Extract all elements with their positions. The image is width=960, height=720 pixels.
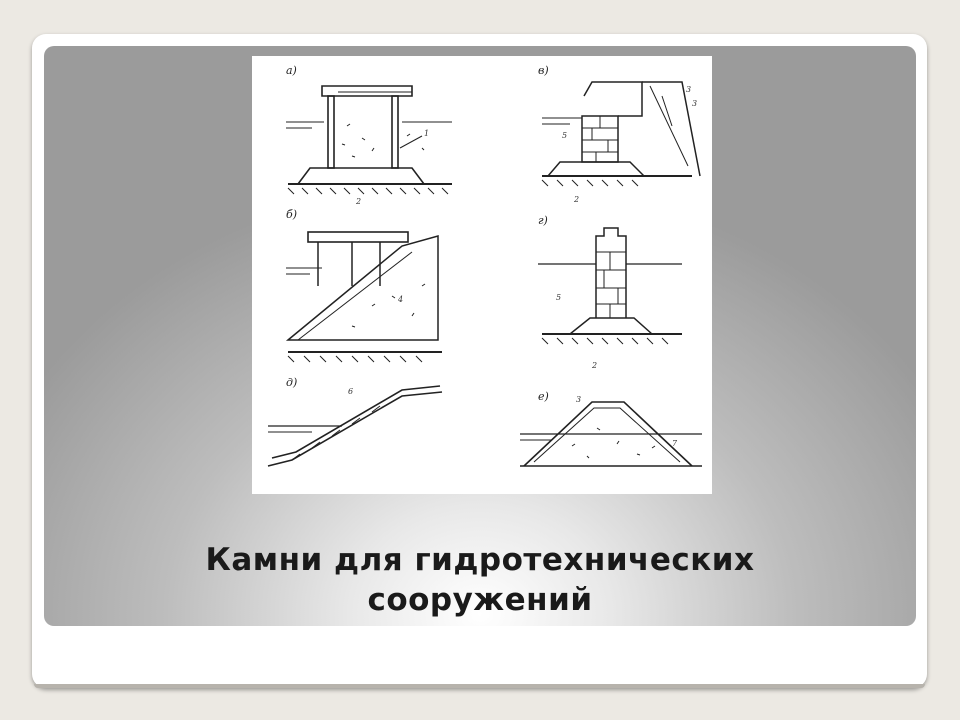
callout-v-5: 5	[562, 131, 568, 140]
callout-v-3a: 3	[686, 85, 692, 94]
callout-b-4: 4	[398, 295, 404, 304]
callout-g-2: 2	[592, 361, 598, 370]
callout-e-3: 3	[576, 395, 582, 404]
panel-label-e: е)	[538, 390, 549, 403]
drawing-panel-g	[538, 214, 682, 370]
panel-label-g: г)	[538, 214, 548, 227]
panel-label-v: в)	[538, 64, 549, 77]
callout-v-3b: 3	[692, 99, 698, 108]
callout-a-1: 1	[424, 129, 430, 138]
callout-e-7: 7	[672, 439, 678, 448]
slide-title	[44, 540, 916, 620]
engineering-drawing	[252, 56, 712, 494]
slide-title-line-1: Камни для гидротехнических	[205, 542, 755, 578]
slide-title-line-2: сооружений	[367, 582, 593, 618]
callout-g-5: 5	[556, 293, 562, 302]
panel-label-a: а)	[286, 64, 297, 77]
drawing-panel-d	[268, 376, 442, 466]
drawing-panel-e	[520, 390, 702, 466]
drawing-panel-b	[286, 208, 442, 362]
drawing-panel-v	[538, 64, 700, 204]
slide-bottom-edge	[34, 684, 925, 688]
panel-label-d: д)	[286, 376, 298, 389]
drawing-panel-a	[286, 64, 452, 206]
callout-d-6: 6	[348, 387, 354, 396]
callout-v-2: 2	[574, 195, 580, 204]
panel-label-b: б)	[286, 208, 298, 221]
callout-a-2: 2	[356, 197, 362, 206]
